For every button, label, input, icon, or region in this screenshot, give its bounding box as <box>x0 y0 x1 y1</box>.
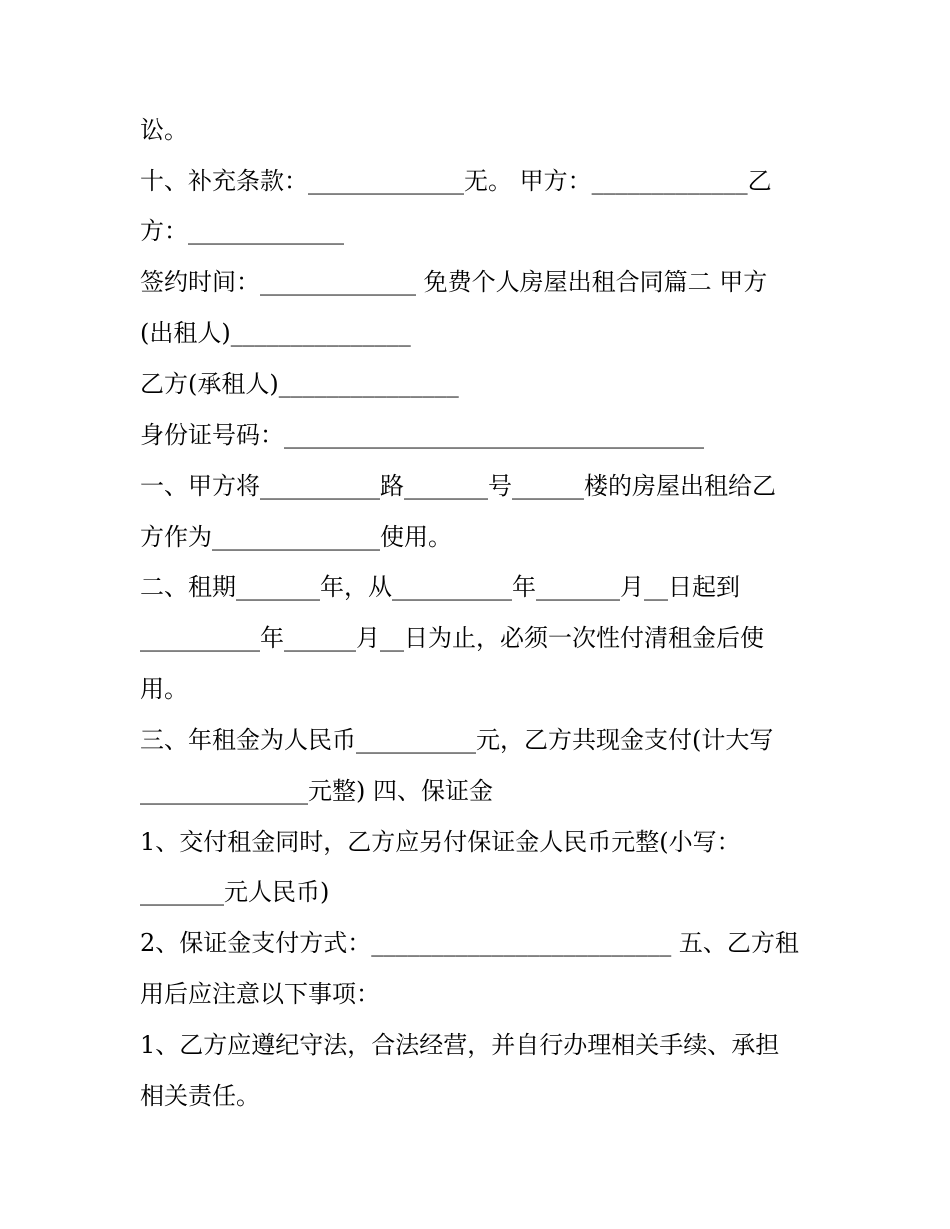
text-line: (出租人)_______________ <box>140 319 411 347</box>
text-line: 签约时间：_____________ 免费个人房屋出租合同篇二 甲方 <box>140 268 768 296</box>
text-line: 三、年租金为人民币__________元，乙方共现金支付(计大写 <box>140 726 774 754</box>
text-line: _______元人民币) <box>140 878 330 906</box>
text-line: __________年______月__日为止，必须一次性付清租金后使 <box>140 624 764 652</box>
text-line: 乙方(承租人)_______________ <box>140 370 459 398</box>
text-line: 方：_____________ <box>140 217 344 245</box>
text-line: 讼。 <box>140 116 188 144</box>
text-line: 身份证号码：___________________________________ <box>140 421 704 449</box>
text-line: 1、交付租金同时，乙方应另付保证金人民币元整(小写： <box>140 828 741 856</box>
text-line: 二、租期_______年，从__________年_______月__日起到 <box>140 573 740 601</box>
text-line: 1、乙方应遵纪守法，合法经营，并自行办理相关手续、承担 <box>140 1031 780 1059</box>
text-line: 相关责任。 <box>140 1082 260 1110</box>
text-line: 十、补充条款：_____________无。 甲方：_____________乙 <box>140 167 772 195</box>
text-line: 用。 <box>140 675 188 703</box>
text-line: 2、保证金支付方式：_________________________ 五、乙方租 <box>140 929 799 957</box>
text-line: 方作为______________使用。 <box>140 523 452 551</box>
text-line: 一、甲方将__________路_______号______楼的房屋出租给乙 <box>140 472 776 500</box>
text-line: ______________元整) 四、保证金 <box>140 777 493 805</box>
text-line: 用后应注意以下事项： <box>140 980 380 1008</box>
